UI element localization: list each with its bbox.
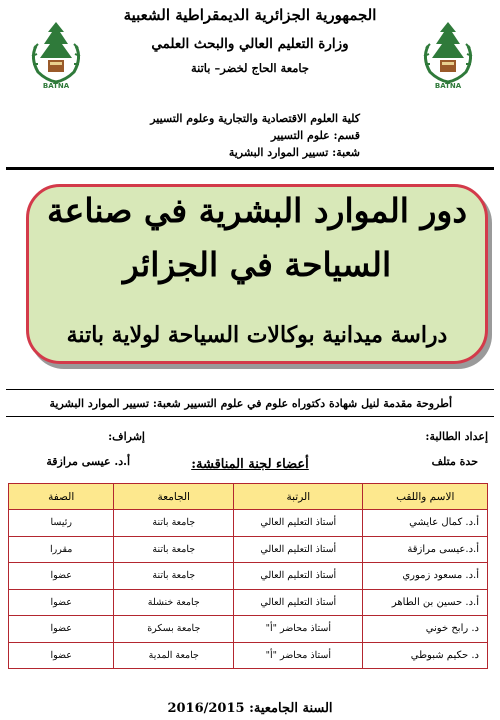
table-row	[9, 642, 488, 669]
department-name: قسم: علوم التسيير	[270, 129, 360, 142]
header-name: الاسم واللقب	[363, 484, 488, 510]
member-rank: أستاذ التعليم العالي	[234, 563, 363, 590]
academic-year-value: 2016/2015	[167, 701, 245, 716]
prepared-by-label: إعداد الطالبة:	[425, 430, 488, 443]
member-rank: أستاذ محاضر "أ"	[234, 642, 363, 669]
member-role: عضوا	[9, 563, 114, 590]
member-university: جامعة خنشلة	[114, 589, 234, 616]
member-rank: أستاذ محاضر "أ"	[234, 616, 363, 643]
university-logo-right	[418, 18, 478, 88]
member-name: د. حكيم شبوطي	[363, 642, 488, 669]
logo-text-left: BATNA	[42, 82, 70, 90]
member-role: رئيسا	[9, 510, 114, 537]
table-row	[9, 536, 488, 563]
member-university: جامعة باتنة	[114, 563, 234, 590]
member-name: أ.د.عيسى مرازقة	[363, 536, 488, 563]
thesis-divider-top	[6, 389, 494, 390]
university-logo-left	[26, 18, 86, 88]
jury-title: أعضاء لجنة المناقشة:	[191, 457, 309, 472]
header-role: الصفة	[9, 484, 114, 510]
member-name: أ.د. كمال عايشي	[363, 510, 488, 537]
member-name: أ.د. حسين بن الطاهر	[363, 589, 488, 616]
thesis-divider-bottom	[6, 416, 494, 417]
header-divider	[6, 167, 494, 170]
academic-year	[0, 701, 500, 716]
member-rank: أستاذ التعليم العالي	[234, 536, 363, 563]
supervisor-label: إشراف:	[108, 430, 145, 443]
member-university: جامعة بسكرة	[114, 616, 234, 643]
member-role: مقررا	[9, 536, 114, 563]
header-university: الجامعة	[114, 484, 234, 510]
header-rank: الرتبة	[234, 484, 363, 510]
thesis-subtitle: دراسة ميدانية بوكالات السياحة لولاية باتنة	[66, 322, 448, 348]
faculty-name: كلية العلوم الاقتصادية والتجارية وعلوم التسيير	[150, 112, 360, 125]
member-rank: أستاذ التعليم العالي	[234, 510, 363, 537]
academic-year-label: السنة الجامعية:	[249, 701, 333, 716]
supervisor-name: أ.د. عيسى مرازقة	[46, 455, 130, 468]
member-name: د. رابح خوني	[363, 616, 488, 643]
university-heading: جامعة الحاج لخضر– باتنة	[190, 61, 310, 75]
logo-text-right: BATNA	[434, 82, 462, 90]
member-university: جامعة المدية	[114, 642, 234, 669]
member-university: جامعة باتنة	[114, 510, 234, 537]
member-name: أ.د. مسعود زموري	[363, 563, 488, 590]
branch-name: شعبة: تسيير الموارد البشرية	[228, 146, 360, 159]
table-row	[9, 510, 488, 537]
table-row	[9, 589, 488, 616]
table-row	[9, 563, 488, 590]
ministry-heading: وزارة التعليم العالي والبحث العلمي	[151, 36, 349, 52]
thesis-title-line1: دور الموارد البشرية في صناعة	[46, 191, 468, 230]
member-role: عضوا	[9, 589, 114, 616]
member-rank: أستاذ التعليم العالي	[234, 589, 363, 616]
student-name: حدة متلف	[431, 455, 478, 468]
table-row	[9, 616, 488, 643]
thesis-title-line2: السياحة في الجزائر	[122, 245, 392, 284]
jury-header-row	[9, 484, 488, 510]
jury-table	[8, 483, 488, 669]
member-role: عضوا	[9, 642, 114, 669]
republic-heading: الجمهورية الجزائرية الديمقراطية الشعبية	[123, 6, 377, 24]
faculty-block	[150, 110, 360, 161]
member-university: جامعة باتنة	[114, 536, 234, 563]
member-role: عضوا	[9, 616, 114, 643]
thesis-description: أطروحة مقدمة لنيل شهادة دكتوراه علوم في علوم التسيير شعبة: تسيير الموارد البشرية	[49, 397, 452, 410]
